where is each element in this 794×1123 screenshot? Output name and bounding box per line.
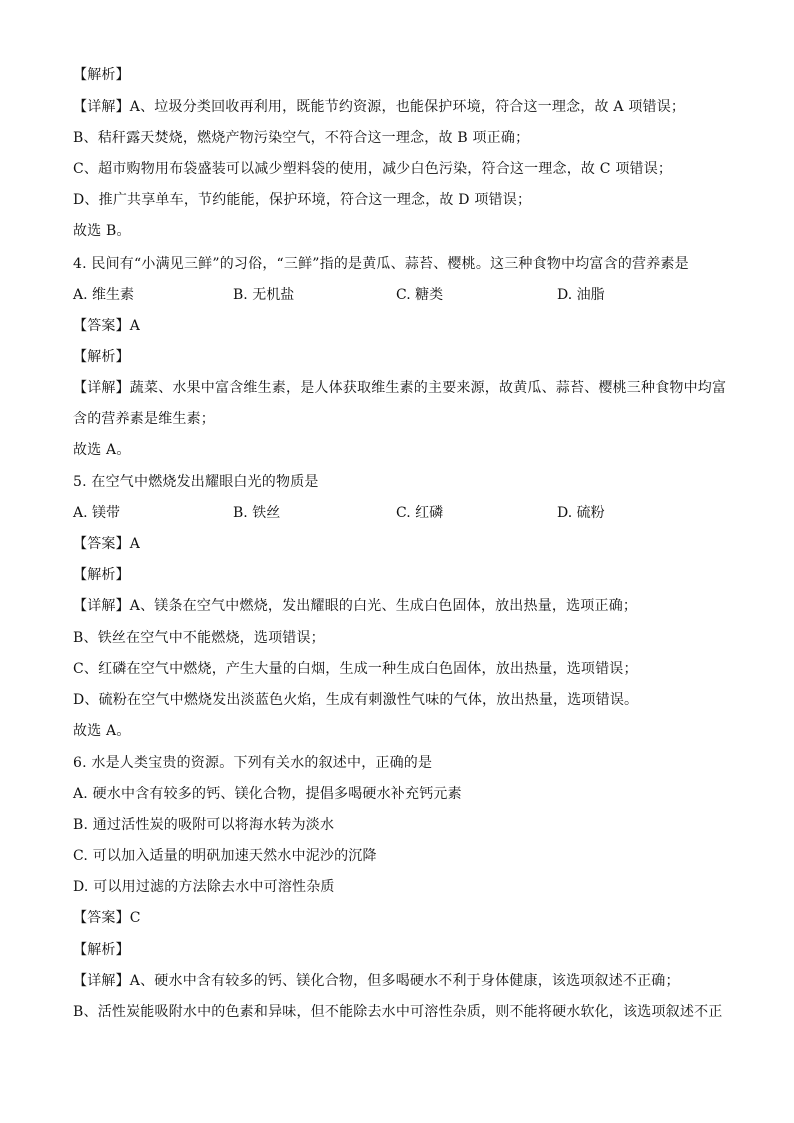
explanation-line: C、红磷在空气中燃烧，产生大量的白烟，生成一种生成白色固体，放出热量，选项错误； [73, 661, 638, 677]
q6-option-b: B. 通过活性炭的吸附可以将海水转为淡水 [73, 817, 335, 833]
answer-line: 【答案】C [73, 910, 141, 926]
analysis-heading: 【解析】 [73, 67, 130, 83]
explanation-line: 【详解】A、垃圾分类回收再利用，既能节约资源，也能保护环境，符合这一理念，故 A 项错误； [73, 99, 686, 115]
explanation-line: D、硫粉在空气中燃烧发出淡蓝色火焰，生成有刺激性气味的气体，放出热量，选项错误。 [73, 692, 639, 708]
conclusion-line: 故选 A。 [73, 442, 131, 458]
conclusion-line: 故选 B。 [73, 223, 131, 239]
explanation-line: B、铁丝在空气中不能燃烧，选项错误； [73, 630, 325, 646]
answer-line: 【答案】A [73, 318, 141, 334]
explanation-line: B、秸秆露天焚烧，燃烧产物污染空气，不符合这一理念，故 B 项正确； [73, 130, 530, 146]
explanation-line: D、推广共享单车，节约能能，保护环境，符合这一理念，故 D 项错误； [73, 192, 532, 208]
q4-option-c: C. 糖类 [396, 287, 444, 303]
question-4-stem: 4. 民间有“小满见三鲜”的习俗，“三鲜”指的是黄瓜、蒜苔、樱桃。这三种食物中均富含的营养素是 [73, 256, 689, 272]
q4-option-b: B. 无机盐 [233, 287, 295, 303]
explanation-line: 含的营养素是维生素； [73, 411, 215, 427]
analysis-heading: 【解析】 [73, 567, 130, 583]
explanation-line: B、活性炭能吸附水中的色素和异味，但不能除去水中可溶性杂质，则不能将硬水软化，该选项叙述不正 [73, 1004, 723, 1020]
analysis-heading: 【解析】 [73, 349, 130, 365]
q6-option-d: D. 可以用过滤的方法除去水中可溶性杂质 [73, 879, 335, 895]
explanation-line: 【详解】A、镁条在空气中燃烧，发出耀眼的白光、生成白色固体，放出热量，选项正确； [73, 598, 638, 614]
q5-option-c: C. 红磷 [396, 505, 444, 521]
q5-option-a: A. 镁带 [73, 505, 121, 521]
q4-option-a: A. 维生素 [73, 287, 135, 303]
q5-option-b: B. 铁丝 [233, 505, 281, 521]
q4-option-d: D. 油脂 [557, 287, 605, 303]
q6-option-c: C. 可以加入适量的明矾加速天然水中泥沙的沉降 [73, 848, 377, 864]
conclusion-line: 故选 A。 [73, 723, 131, 739]
q5-option-d: D. 硫粉 [557, 505, 605, 521]
q6-option-a: A. 硬水中含有较多的钙、镁化合物，提倡多喝硬水补充钙元素 [73, 786, 462, 802]
answer-line: 【答案】A [73, 536, 141, 552]
explanation-line: C、超市购物用布袋盛装可以减少塑料袋的使用，减少白色污染，符合这一理念，故 C 项错误； [73, 161, 673, 177]
question-5-stem: 5. 在空气中燃烧发出耀眼白光的物质是 [73, 474, 319, 490]
question-6-stem: 6. 水是人类宝贵的资源。下列有关水的叙述中，正确的是 [73, 755, 433, 771]
explanation-line: 【详解】A、硬水中含有较多的钙、镁化合物，但多喝硬水不利于身体健康，该选项叙述不正确； [73, 973, 680, 989]
explanation-line: 【详解】蔬菜、水果中富含维生素，是人体获取维生素的主要来源，故黄瓜、蒜苔、樱桃三种食物中均富 [73, 380, 727, 396]
analysis-heading: 【解析】 [73, 942, 130, 958]
